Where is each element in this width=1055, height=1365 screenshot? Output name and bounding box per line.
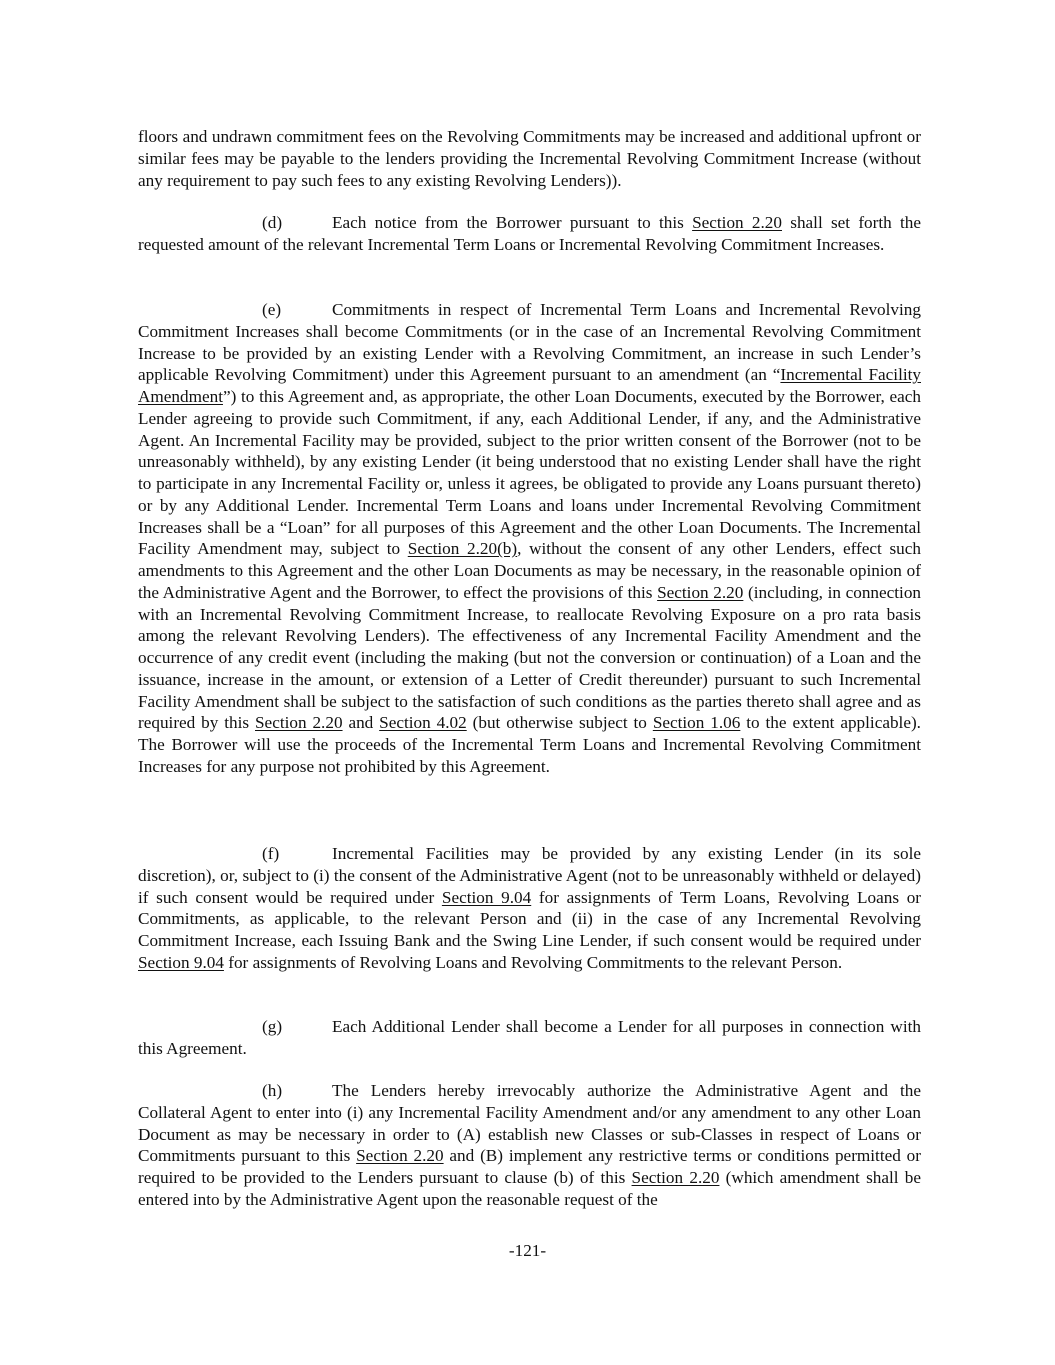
paragraph-e-text: and (342, 713, 380, 733)
paragraph-e (138, 299, 921, 778)
section-reference-link[interactable]: Section 2.20 (255, 713, 343, 733)
paragraph-e-text: (but otherwise subject to (466, 713, 653, 733)
section-reference-link[interactable]: Section 2.20 (356, 1146, 444, 1166)
paragraph-f-text: for assignments of Revolving Loans and Revolving Commitments to the relevant Person. (223, 952, 843, 972)
paragraph-h-text: and (B) implement any restrictive terms or conditions permitted or required to be provided to the Lenders pursuant to clause (b) of this (138, 1146, 921, 1187)
section-reference-link[interactable]: Section 2.20(b) (407, 539, 518, 559)
paragraph-f (138, 843, 921, 974)
section-reference-link[interactable]: Section 4.02 (379, 713, 467, 733)
paragraph-h-text: (which amendment shall be entered into by the Administrative Agent upon the reasonable request of the (138, 1168, 922, 1209)
paragraph-e-text: to the extent applicable). The Borrower will use the proceeds of the Incremental Term Loans and Incremental Revolving Commitment Increases for any purpose not prohibited by this Agreement. (138, 713, 921, 776)
paragraph-f-label: (f) (262, 844, 280, 863)
paragraph-f-text: for assignments of Term Loans, Revolving Loans or Commitments, as applicable, to the relevant Person and (ii) in the case of any Incremental Revolving Commitment Increase, each Issuing Bank and the Swing Line Lender, if such consent would be required under (138, 887, 922, 950)
paragraph-e-text: , without the consent of any other Lenders, effect such amendments to this Agreement and the other Loan Documents as may be necessary, in the reasonable opinion of the Administrative Agent and the Borrower, to effect the provisions of this (138, 539, 921, 602)
paragraph-d-text: Each notice from the Borrower pursuant to this (332, 213, 693, 232)
paragraph-e-text: Commitments in respect of Incremental Term Loans and Incremental Revolving Commitment Increases shall become Commitments (or in the case of an Incremental Revolving Commitment Increase to be provided by an existing Lender with a Revolving Commitment, an increase in such Lender’s applicable Revolving Commitment) under this Agreement pursuant to an amendment (an “ (138, 300, 921, 385)
paragraph-h-text: The Lenders hereby irrevocably authorize the Administrative Agent and the Collateral Agent to enter into (i) any Incremental Facility Amendment and/or any amendment to any other Loan Document as may be necessary in order to (A) establish new Classes or sub-Classes in respect of Loans or Commitments pursuant to this (138, 1081, 921, 1166)
section-reference-link[interactable]: Section 2.20 (692, 213, 782, 232)
section-reference-link[interactable]: Section 9.04 (441, 887, 532, 907)
paragraph-g (138, 1016, 921, 1060)
paragraph-d (138, 212, 921, 256)
paragraph-d-label: (d) (262, 213, 283, 232)
defined-term: Incremental Facility Amendment (138, 365, 921, 406)
paragraph-h (138, 1080, 921, 1211)
paragraph-f-text: Incremental Facilities may be provided by any existing Lender (in its sole discretion), or, subject to (i) the consent of the Administrative Agent (not to be unreasonably withheld or delayed) if such consent would be required under (138, 844, 921, 907)
paragraph-h-label: (h) (262, 1081, 283, 1100)
page-number: -121- (508, 1241, 547, 1260)
paragraph-e-text: ”) to this Agreement and, as appropriate, the other Loan Documents, executed by the Borrower, each Lender agreeing to provide such Commitment, if any, each Additional Lender, if any, and the Administrative Agent. An Incremental Facility may be provided, subject to the prior written consent of the Borrower (not to be unreasonably withheld), by any existing Lender (it being understood that no existing Lender shall have the right to participate in any Incremental Facility or, unless it agrees, be obligated to provide any Loans pursuant thereto) or by any Additional Lender. Incremental Term Loans and loans under Incremental Revolving Commitment Increases shall be a “Loan” for all purposes of this Agreement and the other Loan Documents. The Incremental Facility Amendment may, subject to (138, 387, 921, 559)
paragraph-g-text: Each Additional Lender shall become a Lender for all purposes in connection with this Agreement. (138, 1017, 921, 1058)
section-reference-link[interactable]: Section 2.20 (657, 582, 744, 602)
continuation-text: floors and undrawn commitment fees on the Revolving Commitments may be increased and additional upfront or similar fees may be payable to the lenders providing the Incremental Revolving Commitment Increase (without any requirement to pay such fees to any existing Revolving Lenders)). (138, 127, 921, 190)
section-reference-link[interactable]: Section 9.04 (138, 952, 224, 972)
paragraph-e-label: (e) (262, 300, 282, 319)
paragraph-e-text: (including, in connection with an Incremental Revolving Commitment Increase, to reallocate Revolving Exposure on a pro rata basis among the relevant Revolving Lenders). The effectiveness of any Incremental Facility Amendment and the occurrence of any credit event (including the making (but not the conversion or continuation) of a Loan and the issuance, increase in the amount, or extension of a Letter of Credit thereunder) pursuant to such Incremental Facility Amendment shall be subject to the satisfaction of such conditions as the parties thereto shall agree and as required by this (138, 582, 922, 733)
section-reference-link[interactable]: Section 2.20 (631, 1168, 720, 1187)
paragraph-d-text: shall set forth the requested amount of the relevant Incremental Term Loans or Incremental Revolving Commitment Increases. (138, 213, 922, 254)
paragraph-g-label: (g) (262, 1017, 283, 1036)
continuation-paragraph (138, 126, 921, 191)
section-reference-link[interactable]: Section 1.06 (652, 713, 741, 733)
